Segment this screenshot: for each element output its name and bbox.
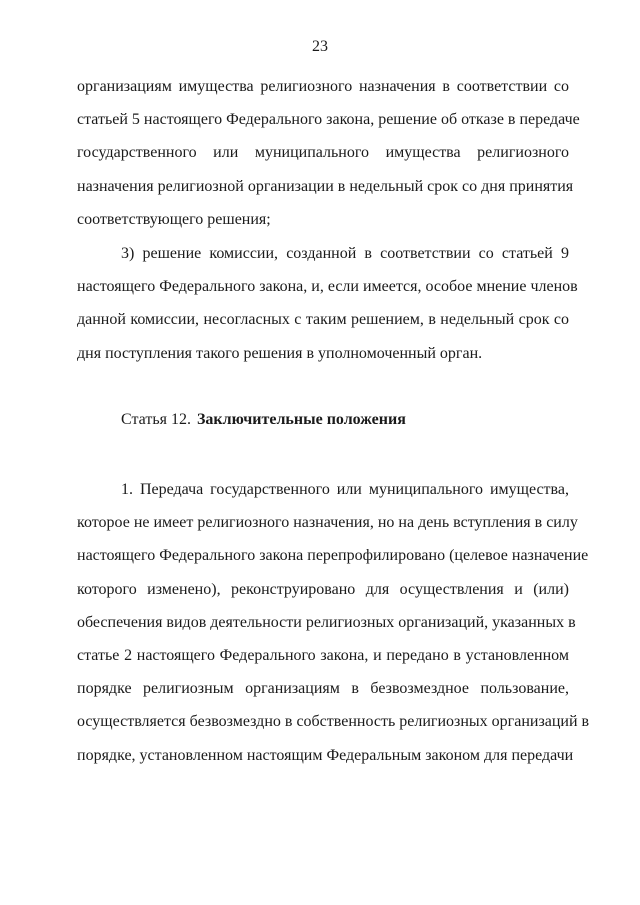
paragraph-2 [77,237,578,370]
article-heading [121,403,406,436]
paragraph-3 [77,473,590,772]
article-label: Статья 12. [121,411,191,428]
text-line: статьей 5 настоящего Федерального закона, решение об отказе в передаче [77,111,580,129]
text-line: осуществляется безвозмездно в собственность религиозных организаций в [77,713,590,731]
text-line: дня поступления такого решения в уполномоченный орган. [77,344,483,362]
text-line: статье 2 настоящего Федерального закона, и передано в установленном [77,646,569,664]
text-line: данной комиссии, несогласных с таким решением, в недельный срок со [77,311,569,329]
text-line: государственного или муниципального имущества религиозного [77,144,569,162]
text-line: которое не имеет религиозного назначения, но на день вступления в силу [77,514,578,532]
text-line: которого изменено), реконструировано для осуществления и (или) [77,580,569,598]
text-line: порядке религиозным организациям в безвозмездное пользование, [77,680,569,698]
text-line: назначения религиозной организации в недельный срок со дня принятия [77,177,574,195]
paragraph-1 [77,70,580,236]
page-number: 23 [312,38,328,55]
text-line: 3) решение комиссии, созданной в соответствии со статьей 9 [121,245,569,262]
text-line: организациям имущества религиозного назначения в соответствии со [77,78,569,95]
text-line: обеспечения видов деятельности религиозных организаций, указанных в [77,613,576,631]
article-title: Заключительные положения [196,411,406,428]
text-line: соответствующего решения; [77,210,271,228]
text-line: настоящего Федерального закона, и, если имеется, особое мнение членов [77,278,578,296]
text-line: порядке, установленном настоящим Федеральным законом для передачи [77,746,574,764]
text-line: настоящего Федерального закона перепрофилировано (целевое назначение [77,547,589,565]
text-line: 1. Передача государственного или муниципального имущества, [121,481,569,498]
